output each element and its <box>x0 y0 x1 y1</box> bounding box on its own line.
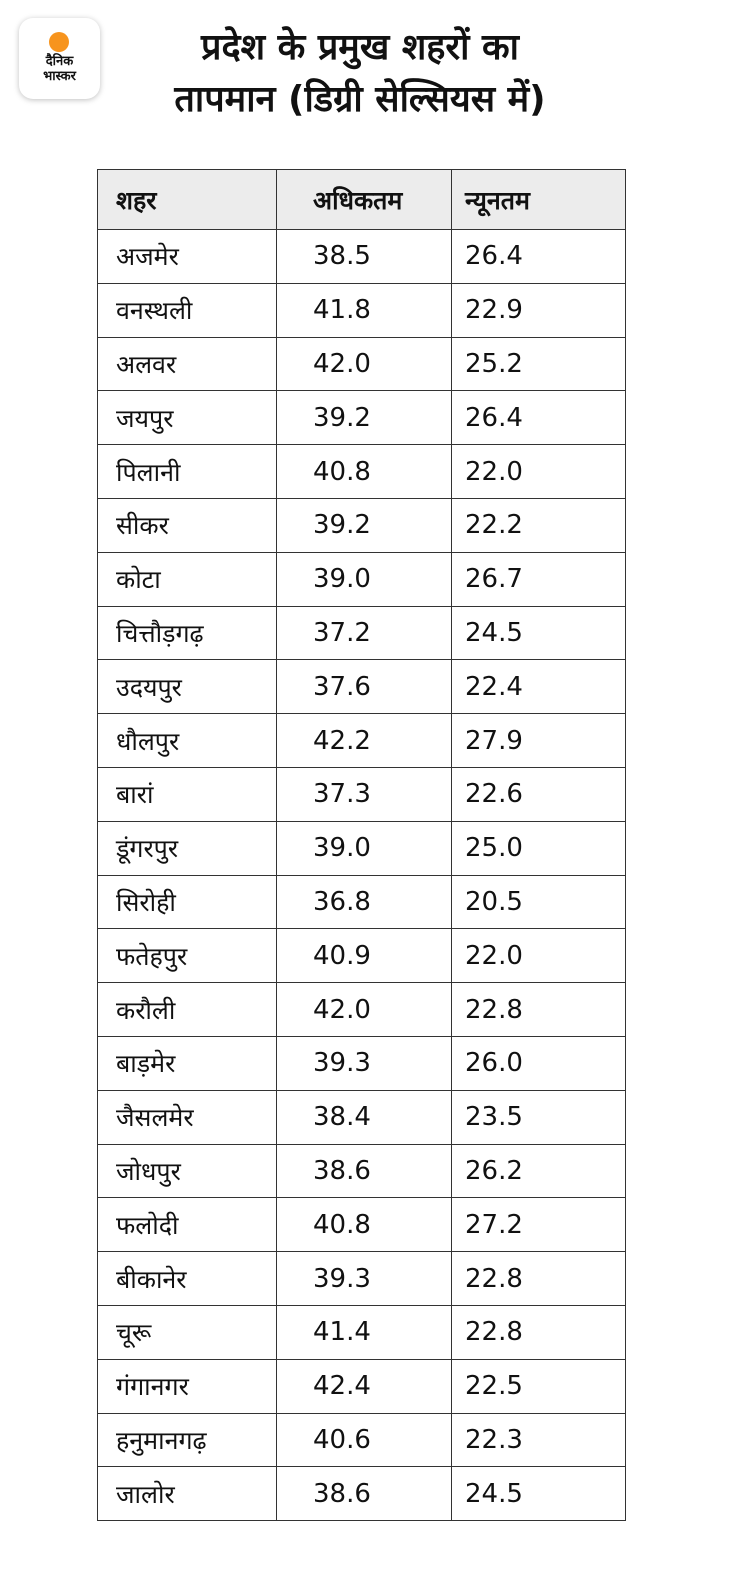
table-row <box>98 391 626 445</box>
table-row <box>98 1036 626 1090</box>
min-temp-cell: 23.5 <box>452 1090 626 1144</box>
max-temp-cell: 39.2 <box>277 498 452 552</box>
column-header-max: अधिकतम <box>277 170 452 230</box>
city-cell: डूंगरपुर <box>98 821 277 875</box>
table-row <box>98 230 626 284</box>
max-temp-cell: 40.6 <box>277 1413 452 1467</box>
min-temp-cell: 25.0 <box>452 821 626 875</box>
table-row <box>98 714 626 768</box>
city-cell: जोधपुर <box>98 1144 277 1198</box>
city-cell: जयपुर <box>98 391 277 445</box>
min-temp-cell: 25.2 <box>452 337 626 391</box>
min-temp-cell: 24.5 <box>452 1467 626 1521</box>
max-temp-cell: 42.2 <box>277 714 452 768</box>
min-temp-cell: 22.0 <box>452 445 626 499</box>
min-temp-cell: 20.5 <box>452 875 626 929</box>
table-row <box>98 929 626 983</box>
min-temp-cell: 26.7 <box>452 552 626 606</box>
table-body <box>98 230 626 1521</box>
logo-text-line1: दैनिक <box>45 54 74 69</box>
max-temp-cell: 38.6 <box>277 1144 452 1198</box>
max-temp-cell: 42.0 <box>277 983 452 1037</box>
city-cell: पिलानी <box>98 445 277 499</box>
table-row <box>98 337 626 391</box>
min-temp-cell: 22.0 <box>452 929 626 983</box>
table-row <box>98 875 626 929</box>
min-temp-cell: 22.2 <box>452 498 626 552</box>
city-cell: अलवर <box>98 337 277 391</box>
city-cell: बारां <box>98 767 277 821</box>
city-cell: हनुमानगढ़ <box>98 1413 277 1467</box>
max-temp-cell: 38.5 <box>277 230 452 284</box>
table-row <box>98 1413 626 1467</box>
table-row <box>98 1090 626 1144</box>
min-temp-cell: 24.5 <box>452 606 626 660</box>
table-row <box>98 552 626 606</box>
city-cell: सीकर <box>98 498 277 552</box>
city-cell: करौली <box>98 983 277 1037</box>
min-temp-cell: 22.4 <box>452 660 626 714</box>
table-row <box>98 498 626 552</box>
table-row <box>98 1305 626 1359</box>
max-temp-cell: 42.4 <box>277 1359 452 1413</box>
table-row <box>98 445 626 499</box>
max-temp-cell: 37.3 <box>277 767 452 821</box>
max-temp-cell: 39.0 <box>277 821 452 875</box>
table-row <box>98 1198 626 1252</box>
title-line2: तापमान (डिग्री सेल्सियस में) <box>174 79 546 120</box>
min-temp-cell: 22.8 <box>452 1252 626 1306</box>
max-temp-cell: 40.8 <box>277 445 452 499</box>
min-temp-cell: 27.2 <box>452 1198 626 1252</box>
min-temp-cell: 26.2 <box>452 1144 626 1198</box>
min-temp-cell: 22.8 <box>452 983 626 1037</box>
city-cell: अजमेर <box>98 230 277 284</box>
city-cell: जैसलमेर <box>98 1090 277 1144</box>
city-cell: सिरोही <box>98 875 277 929</box>
table-row <box>98 983 626 1037</box>
table-row <box>98 1252 626 1306</box>
title-line1: प्रदेश के प्रमुख शहरों का <box>201 27 519 68</box>
city-cell: उदयपुर <box>98 660 277 714</box>
min-temp-cell: 22.3 <box>452 1413 626 1467</box>
max-temp-cell: 39.0 <box>277 552 452 606</box>
city-cell: चित्तौड़गढ़ <box>98 606 277 660</box>
min-temp-cell: 22.9 <box>452 283 626 337</box>
max-temp-cell: 38.4 <box>277 1090 452 1144</box>
table-row <box>98 1144 626 1198</box>
city-cell: फतेहपुर <box>98 929 277 983</box>
max-temp-cell: 37.2 <box>277 606 452 660</box>
min-temp-cell: 22.8 <box>452 1305 626 1359</box>
min-temp-cell: 22.5 <box>452 1359 626 1413</box>
max-temp-cell: 40.9 <box>277 929 452 983</box>
city-cell: चूरू <box>98 1305 277 1359</box>
min-temp-cell: 26.0 <box>452 1036 626 1090</box>
city-cell: बीकानेर <box>98 1252 277 1306</box>
city-cell: कोटा <box>98 552 277 606</box>
table-row <box>98 1359 626 1413</box>
table-header-row <box>98 170 626 230</box>
max-temp-cell: 40.8 <box>277 1198 452 1252</box>
column-header-min: न्यूनतम <box>452 170 626 230</box>
max-temp-cell: 39.3 <box>277 1252 452 1306</box>
dainik-bhaskar-logo <box>19 18 100 99</box>
min-temp-cell: 26.4 <box>452 391 626 445</box>
min-temp-cell: 22.6 <box>452 767 626 821</box>
column-header-city: शहर <box>98 170 277 230</box>
max-temp-cell: 36.8 <box>277 875 452 929</box>
sun-icon <box>49 32 69 52</box>
logo-text-line2: भास्कर <box>43 69 76 84</box>
city-cell: फलोदी <box>98 1198 277 1252</box>
max-temp-cell: 38.6 <box>277 1467 452 1521</box>
city-cell: बाड़मेर <box>98 1036 277 1090</box>
table-row <box>98 660 626 714</box>
table-row <box>98 767 626 821</box>
max-temp-cell: 39.2 <box>277 391 452 445</box>
city-cell: वनस्थली <box>98 283 277 337</box>
max-temp-cell: 41.8 <box>277 283 452 337</box>
table-row <box>98 1467 626 1521</box>
table-row <box>98 821 626 875</box>
city-cell: जालोर <box>98 1467 277 1521</box>
temperature-table <box>97 169 626 1521</box>
min-temp-cell: 27.9 <box>452 714 626 768</box>
page-title <box>110 22 610 126</box>
max-temp-cell: 37.6 <box>277 660 452 714</box>
max-temp-cell: 39.3 <box>277 1036 452 1090</box>
table-row <box>98 283 626 337</box>
max-temp-cell: 41.4 <box>277 1305 452 1359</box>
city-cell: धौलपुर <box>98 714 277 768</box>
table-row <box>98 606 626 660</box>
max-temp-cell: 42.0 <box>277 337 452 391</box>
city-cell: गंगानगर <box>98 1359 277 1413</box>
min-temp-cell: 26.4 <box>452 230 626 284</box>
